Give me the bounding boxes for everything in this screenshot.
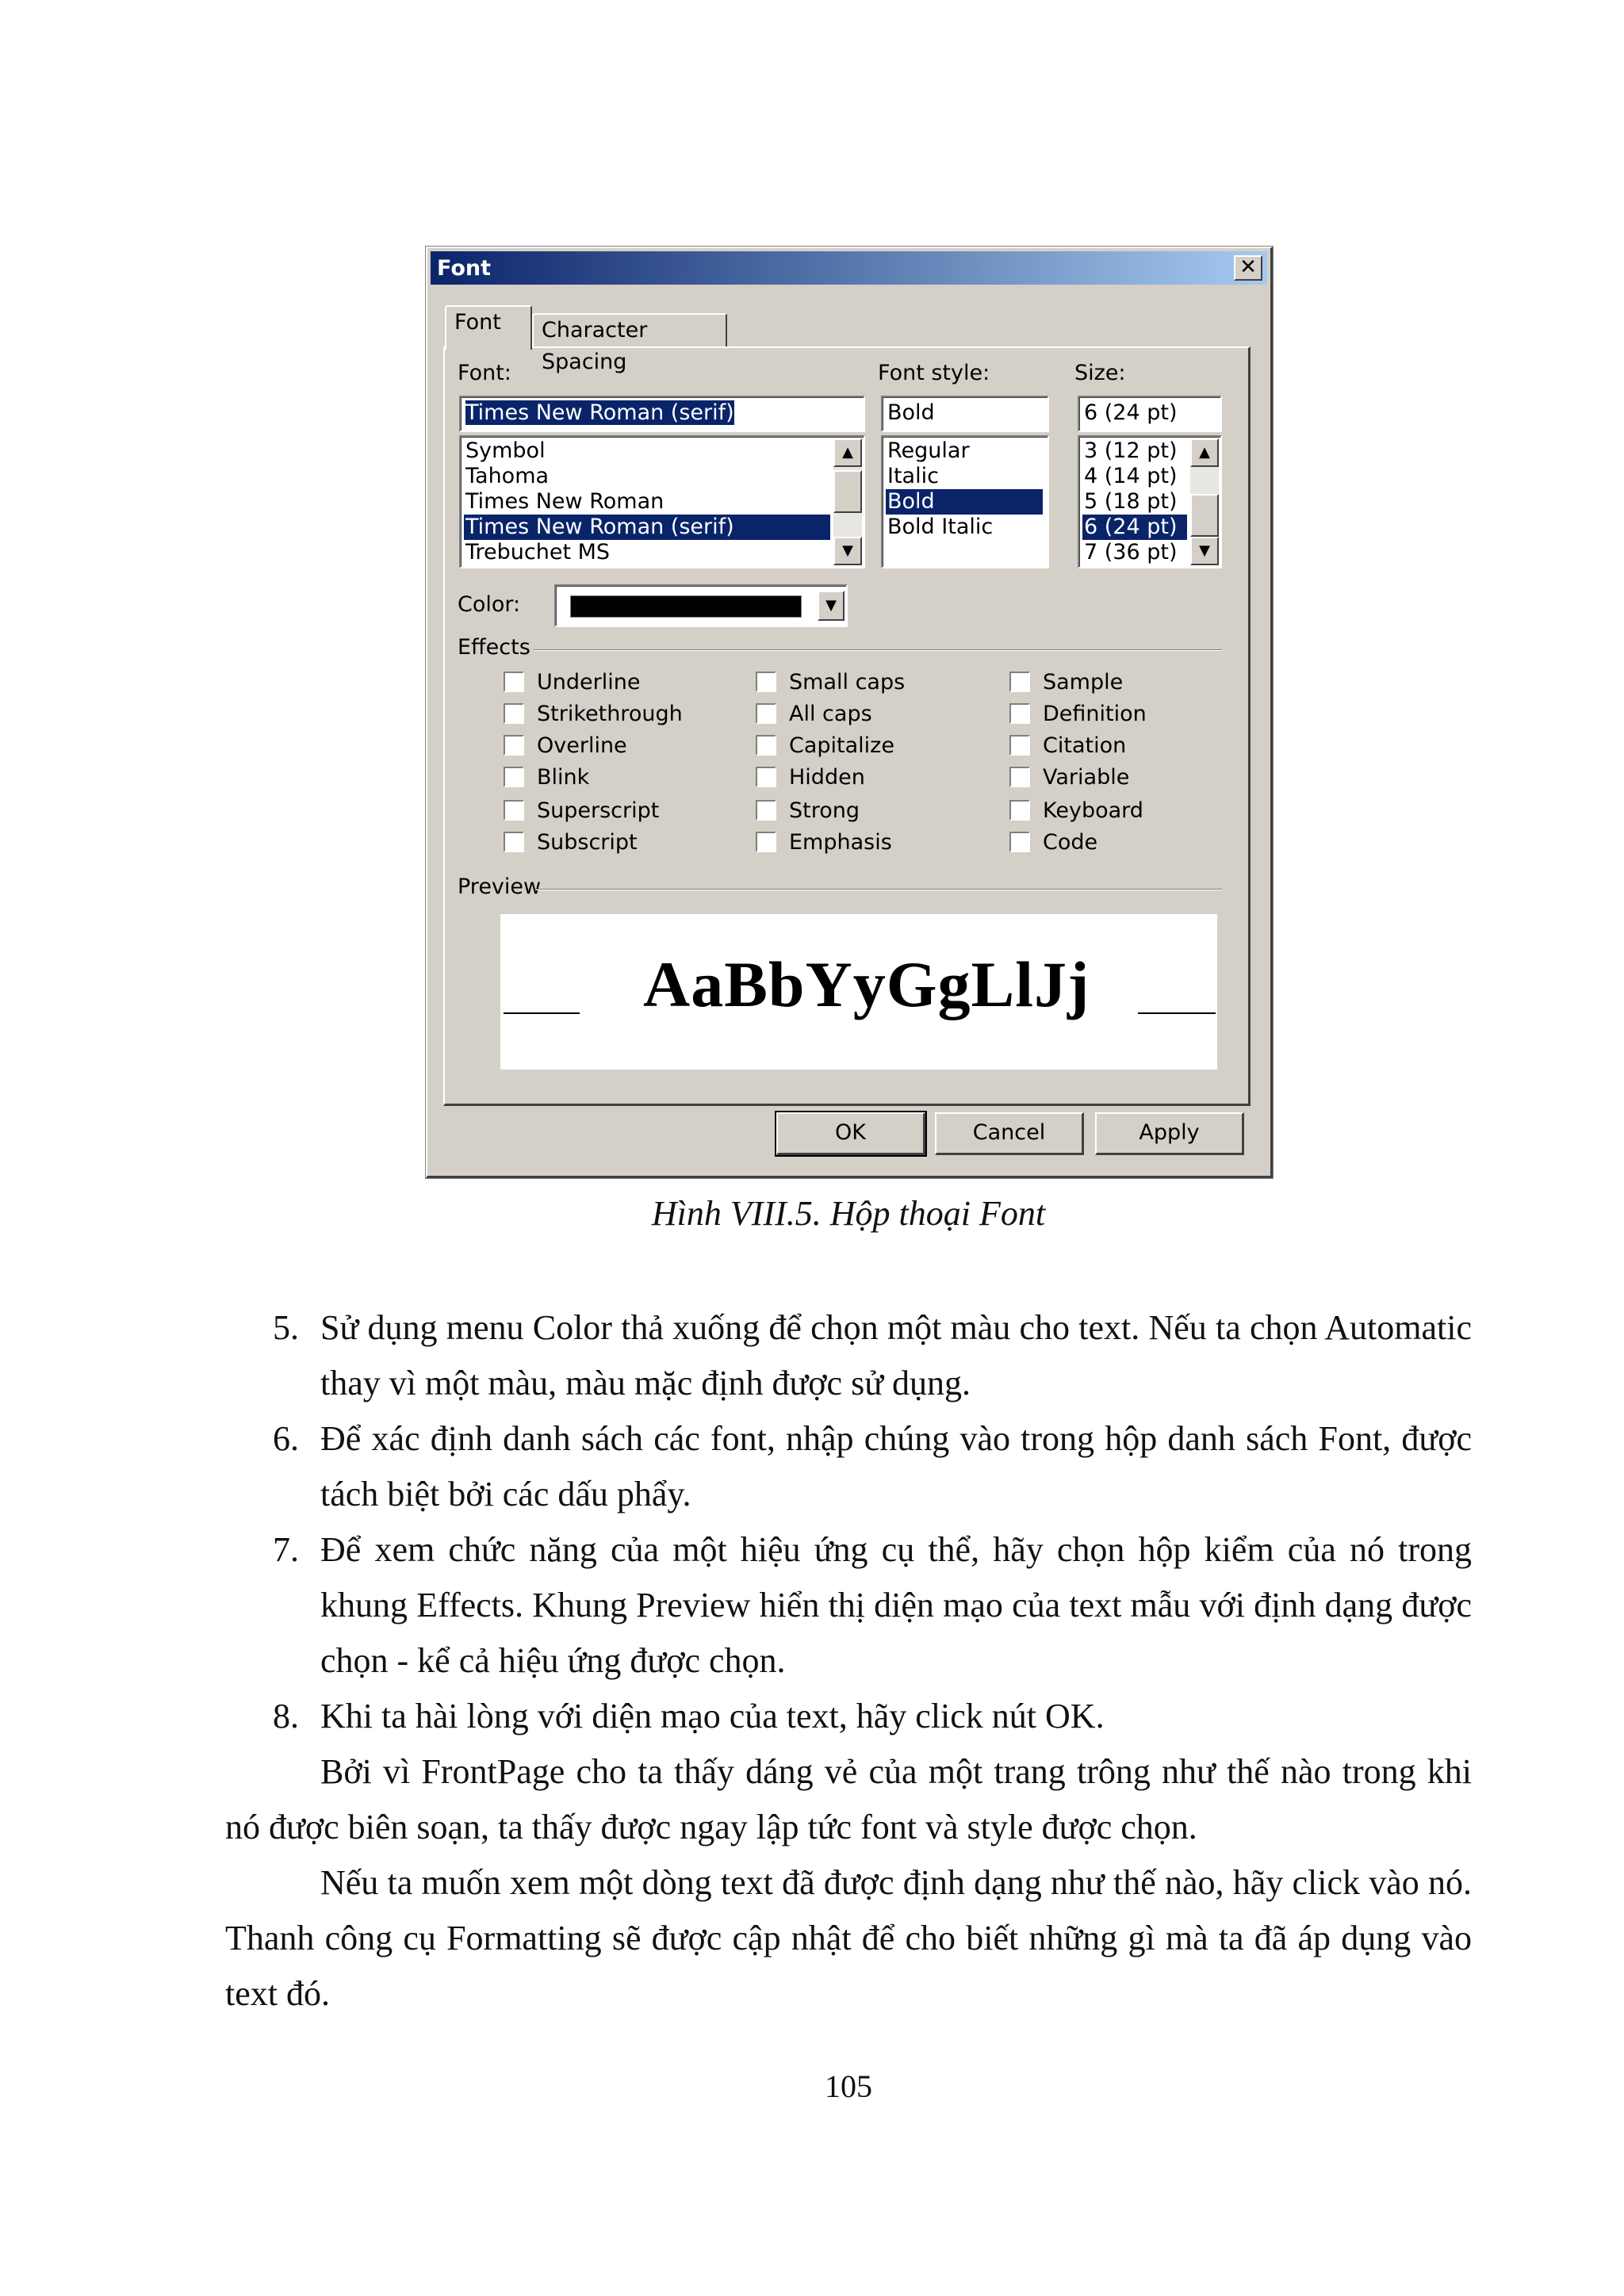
- list-number: 7.: [273, 1530, 299, 1569]
- checkbox-box[interactable]: [756, 800, 776, 821]
- font-style-list[interactable]: [881, 435, 1049, 568]
- checkbox-label: Underline: [537, 670, 641, 695]
- preview-label: Preview: [458, 874, 542, 899]
- checkbox-box[interactable]: [1009, 832, 1030, 852]
- font-list-item[interactable]: Tahoma: [465, 464, 550, 488]
- checkbox-box[interactable]: [1009, 735, 1030, 756]
- apply-button[interactable]: Apply: [1095, 1112, 1244, 1155]
- font-list-scrollbar[interactable]: [833, 438, 862, 565]
- checkbox-label: Overline: [537, 733, 627, 758]
- font-style-value: Bold: [887, 400, 935, 425]
- checkbox-box[interactable]: [504, 735, 524, 756]
- cancel-button[interactable]: Cancel: [935, 1112, 1084, 1155]
- font-style-label: Font style:: [878, 361, 990, 385]
- checkbox-label: Hidden: [789, 765, 865, 790]
- checkbox-box[interactable]: [504, 703, 524, 724]
- ok-button[interactable]: OK: [776, 1112, 925, 1155]
- style-list-item[interactable]: Italic: [887, 464, 939, 488]
- effects-label: Effects: [458, 635, 530, 660]
- dialog-title: Font: [437, 256, 492, 281]
- scroll-thumb[interactable]: [833, 470, 862, 513]
- color-label: Color:: [458, 592, 521, 617]
- preview-divider: [535, 889, 1222, 890]
- color-dropdown[interactable]: [554, 584, 848, 627]
- figure-caption: Hình VIII.5. Hộp thoại Font: [651, 1194, 1046, 1233]
- checkbox-box[interactable]: [504, 672, 524, 692]
- font-label: Font:: [458, 361, 511, 385]
- preview-box: [500, 914, 1217, 1070]
- close-icon[interactable]: ✕: [1234, 255, 1262, 281]
- effects-divider: [534, 649, 1222, 651]
- preview-sample-text: AaBbYyGgLlJj: [643, 948, 1090, 1020]
- preview-underline-left: [504, 1012, 580, 1014]
- list-item-text: Khi ta hài lòng với diện mạo của text, hãy click nút OK.: [320, 1697, 1105, 1735]
- checkbox-label: Definition: [1043, 702, 1147, 726]
- size-list-item[interactable]: 3 (12 pt): [1084, 438, 1178, 463]
- list-item-text: Sử dụng menu Color thả xuống để chọn một màu cho text. Nếu ta chọn Automatic thay vì một màu, màu mặc định được sử dụng.: [320, 1308, 1472, 1402]
- color-swatch: [570, 595, 802, 618]
- font-list-item[interactable]: Times New Roman: [465, 489, 665, 514]
- dialog-titlebar: [431, 251, 1267, 285]
- style-list-item[interactable]: Bold Italic: [887, 515, 994, 539]
- size-list-item[interactable]: 5 (18 pt): [1084, 489, 1178, 514]
- font-list-item[interactable]: Trebuchet MS: [465, 540, 611, 564]
- font-dialog: [426, 247, 1273, 1178]
- checkbox-label: Superscript: [537, 798, 660, 823]
- style-list-item[interactable]: Regular: [887, 438, 970, 463]
- checkbox-label: All caps: [789, 702, 872, 726]
- checkbox-label: Subscript: [537, 830, 638, 855]
- scroll-up-icon[interactable]: ▲: [1190, 438, 1219, 467]
- size-list-item[interactable]: 4 (14 pt): [1084, 464, 1178, 488]
- font-style-input[interactable]: [881, 396, 1049, 432]
- size-label: Size:: [1074, 361, 1126, 385]
- checkbox-label: Variable: [1043, 765, 1130, 790]
- checkbox-label: Blink: [537, 765, 590, 790]
- list-item-text: Để xem chức năng của một hiệu ứng cụ thể, hãy chọn hộp kiểm của nó trong khung Effects. Khung Preview hiển thị diện mạo của text mẫu với định dạng được chọn - kể cả hiệu ứng được chọn.: [320, 1530, 1472, 1680]
- checkbox-box[interactable]: [504, 800, 524, 821]
- font-list[interactable]: [459, 435, 865, 568]
- size-input[interactable]: [1078, 396, 1222, 432]
- style-list-item-selected[interactable]: Bold: [886, 489, 1043, 515]
- scroll-thumb[interactable]: [1190, 494, 1219, 537]
- size-list[interactable]: [1078, 435, 1222, 568]
- tab-character-spacing[interactable]: Character Spacing: [532, 313, 727, 348]
- checkbox-label: Keyboard: [1043, 798, 1143, 823]
- preview-underline-right: [1138, 1012, 1216, 1014]
- checkbox-label: Sample: [1043, 670, 1124, 695]
- scroll-down-icon[interactable]: ▼: [1190, 537, 1219, 565]
- scroll-down-icon[interactable]: ▼: [833, 537, 862, 565]
- checkbox-box[interactable]: [504, 832, 524, 852]
- list-number: 6.: [273, 1419, 299, 1458]
- checkbox-label: Citation: [1043, 733, 1127, 758]
- checkbox-label: Strikethrough: [537, 702, 683, 726]
- checkbox-box[interactable]: [756, 672, 776, 692]
- checkbox-box[interactable]: [756, 832, 776, 852]
- list-item-text: Để xác định danh sách các font, nhập chúng vào trong hộp danh sách Font, được tách biệt bởi các dấu phẩy.: [320, 1419, 1472, 1513]
- list-number: 8.: [273, 1697, 299, 1735]
- font-name-input[interactable]: [459, 396, 865, 432]
- font-list-item-selected[interactable]: Times New Roman (serif): [464, 515, 830, 540]
- font-name-value: Times New Roman (serif): [465, 400, 734, 425]
- dropdown-arrow-icon[interactable]: ▼: [818, 591, 845, 621]
- checkbox-label: Emphasis: [789, 830, 892, 855]
- checkbox-box[interactable]: [1009, 800, 1030, 821]
- list-number: 5.: [273, 1308, 299, 1347]
- font-list-item[interactable]: Symbol: [465, 438, 546, 463]
- checkbox-label: Capitalize: [789, 733, 894, 758]
- size-list-item[interactable]: 7 (36 pt): [1084, 540, 1178, 564]
- checkbox-box[interactable]: [504, 767, 524, 787]
- checkbox-box[interactable]: [1009, 767, 1030, 787]
- body-paragraph: Nếu ta muốn xem một dòng text đã được định dạng như thế nào, hãy click vào nó. Thanh công cụ Formatting sẽ được cập nhật để cho biết những gì mà ta đã áp dụng vào text đó.: [225, 1863, 1472, 2013]
- checkbox-box[interactable]: [756, 735, 776, 756]
- tab-font[interactable]: Font: [445, 305, 532, 350]
- checkbox-label: Strong: [789, 798, 860, 823]
- checkbox-box[interactable]: [1009, 703, 1030, 724]
- checkbox-box[interactable]: [1009, 672, 1030, 692]
- checkbox-label: Small caps: [789, 670, 906, 695]
- body-paragraph: Bởi vì FrontPage cho ta thấy dáng vẻ của một trang trông như thế nào trong khi nó được biên soạn, ta thấy được ngay lập tức font và style được chọn.: [225, 1752, 1472, 1846]
- size-value: 6 (24 pt): [1084, 400, 1178, 425]
- scroll-up-icon[interactable]: ▲: [833, 438, 862, 467]
- checkbox-box[interactable]: [756, 703, 776, 724]
- size-list-item-selected[interactable]: 6 (24 pt): [1082, 515, 1187, 540]
- page-number: 105: [825, 2068, 872, 2104]
- size-list-scrollbar[interactable]: [1190, 438, 1219, 565]
- checkbox-label: Code: [1043, 830, 1098, 855]
- checkbox-box[interactable]: [756, 767, 776, 787]
